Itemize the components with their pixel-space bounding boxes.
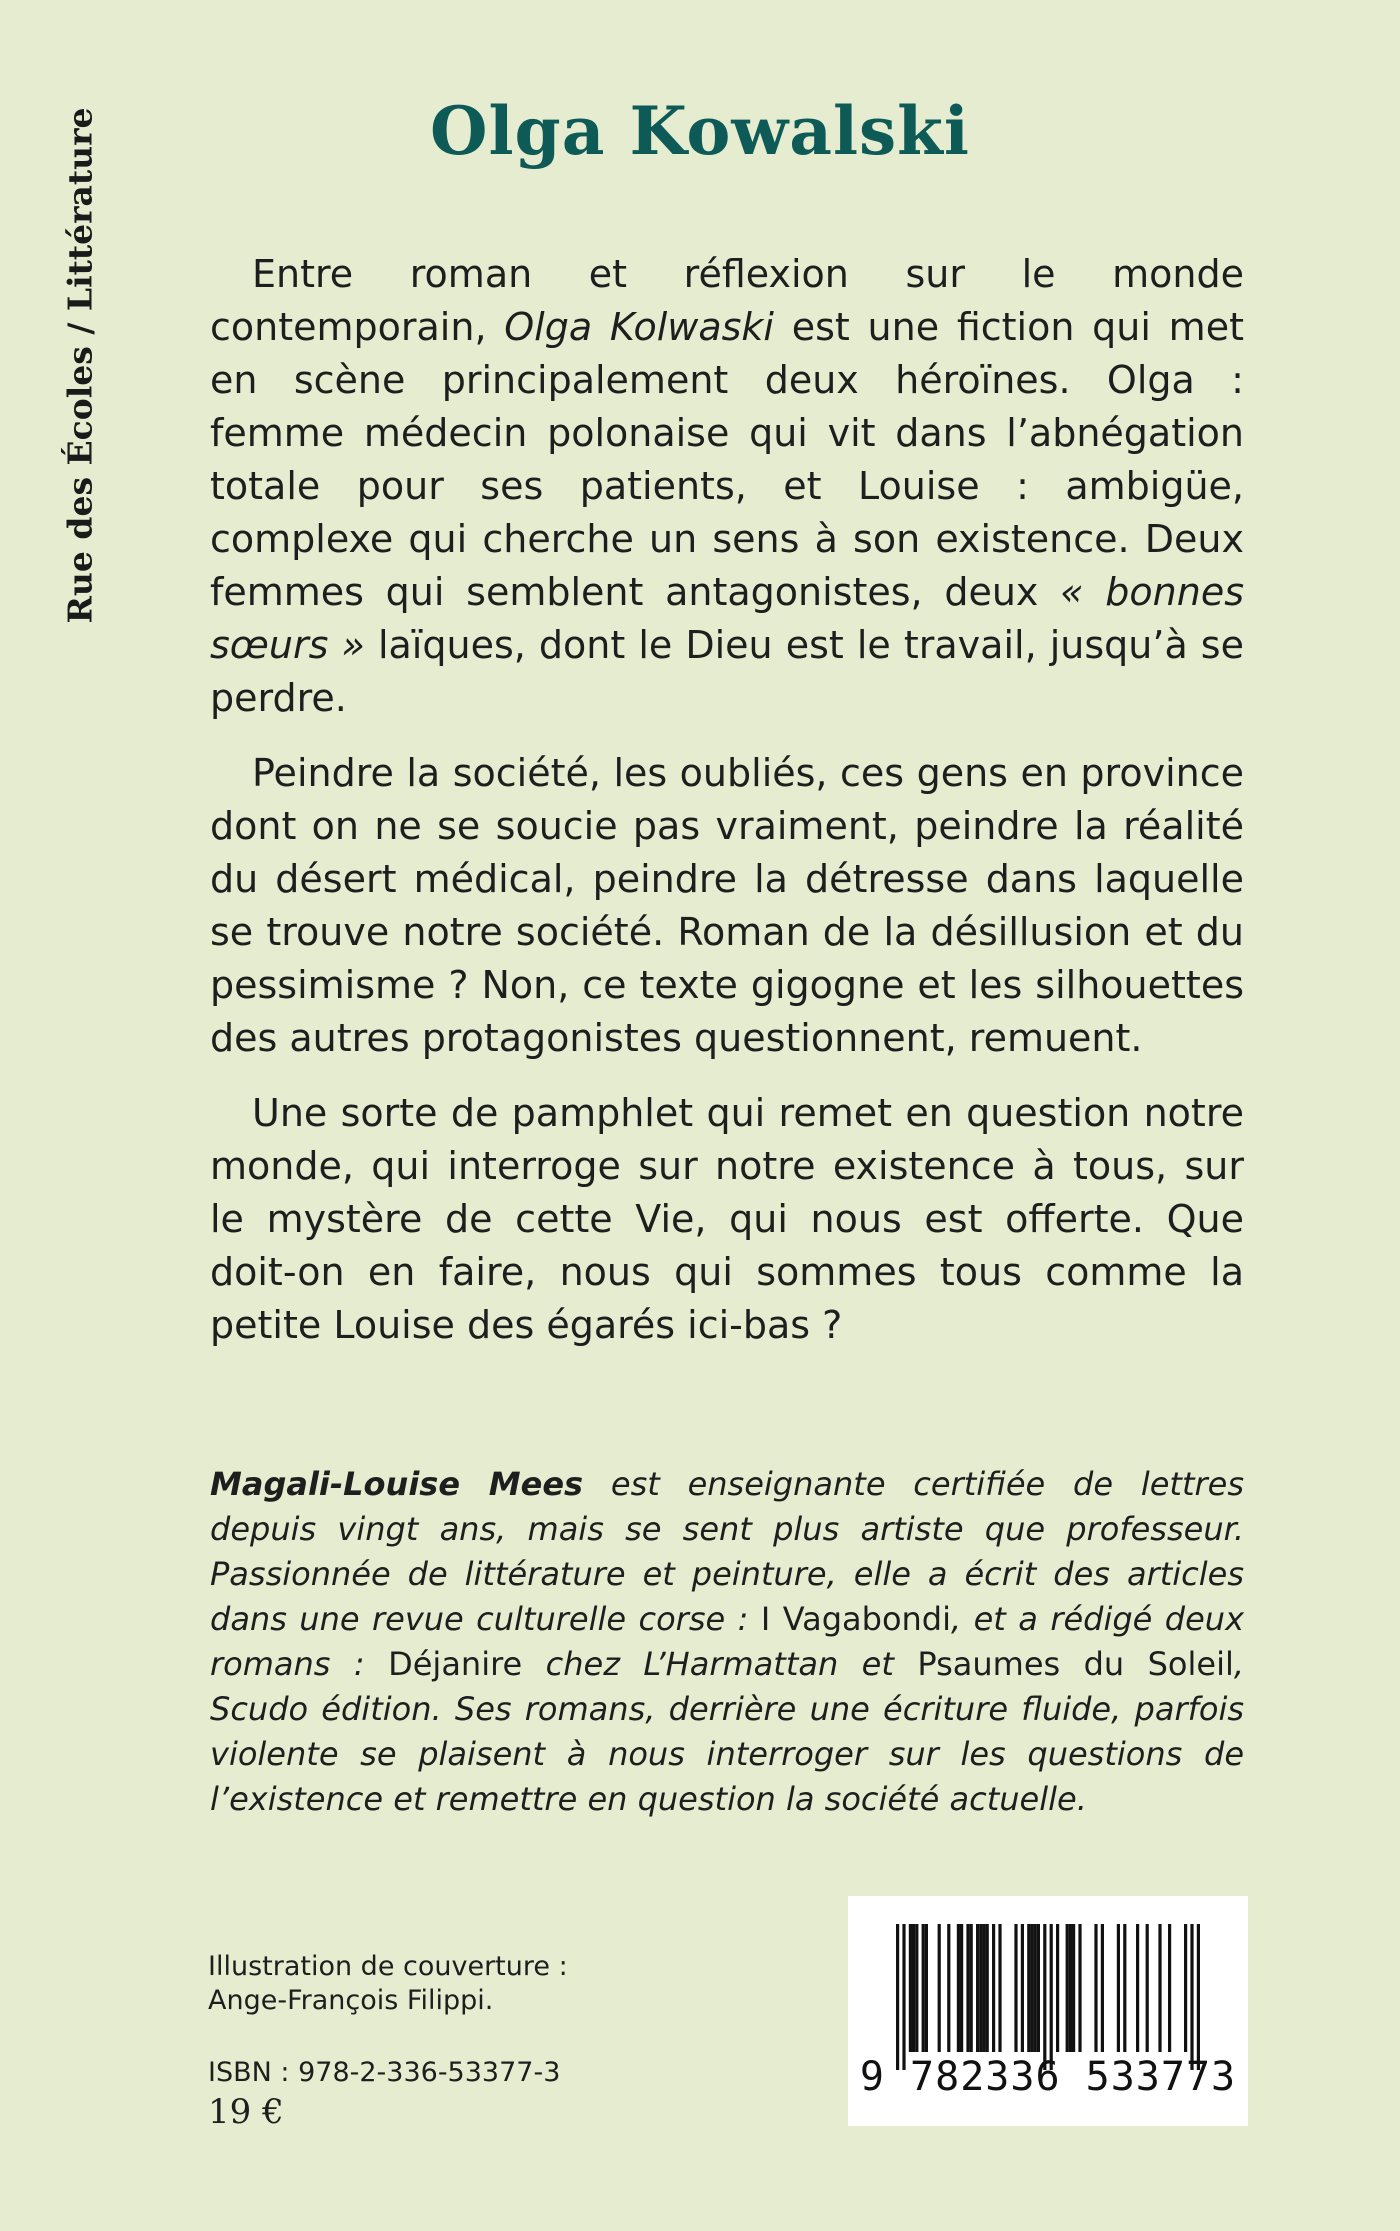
- journal-name: I Vagabondi: [760, 1600, 952, 1638]
- summary-paragraph-2: Peindre la société, les oubliés, ces gens en province dont on ne se soucie pas vraiment, peindre la réalité du désert médical, peindre la détresse dans laquelle se trouve notre société. Roman de la désillusion et du pessimisme ? Non, ce texte gigogne et les silhouettes des autres protagonistes questionnent, remuent.: [210, 751, 1244, 1060]
- summary: [210, 248, 1244, 1374]
- barcode-bar: [1056, 1924, 1059, 2052]
- barcode-bar: [979, 1924, 982, 2052]
- illustration-label: Illustration de couverture :: [208, 1951, 568, 1982]
- barcode-bar: [1117, 1924, 1120, 2052]
- barcode-bar: [1123, 1924, 1126, 2052]
- barcode-bar: [938, 1924, 941, 2052]
- spine-series: [50, 95, 110, 635]
- barcode-bar: [1030, 1924, 1033, 2052]
- barcode-bar: [970, 1924, 973, 2052]
- barcode-bar: [1072, 1924, 1075, 2052]
- barcode-bar: [1043, 1924, 1046, 2070]
- barcode-bar: [1037, 1924, 1040, 2052]
- barcode-bar: [902, 1924, 905, 2070]
- barcode-bar: [1014, 1924, 1017, 2052]
- barcode-bar: [976, 1924, 979, 2052]
- barcode-bar: [992, 1924, 995, 2052]
- barcode-bar: [915, 1924, 918, 2052]
- barcode-bar: [1197, 1924, 1200, 2070]
- price: 19 €: [208, 2092, 284, 2132]
- isbn: ISBN : 978-2-336-53377-3: [208, 2057, 561, 2088]
- credits: [208, 1950, 568, 2090]
- author-name: Magali-Louise Mees: [210, 1465, 584, 1503]
- barcode-bar: [1168, 1924, 1171, 2052]
- barcode-bar: [1066, 1924, 1069, 2052]
- novel-title-2: Psaumes du Soleil: [917, 1645, 1234, 1683]
- barcode-bar: [896, 1924, 899, 2070]
- barcode-bar: [1158, 1924, 1161, 2052]
- illustrator-name: Ange-François Filippi.: [208, 1985, 494, 2016]
- barcode-bar: [1078, 1924, 1081, 2052]
- novel-title-1: Déjanire: [388, 1645, 523, 1683]
- barcode-bar: [922, 1924, 925, 2052]
- barcode-bar: [1184, 1924, 1187, 2052]
- barcode-bar: [1021, 1924, 1024, 2052]
- barcode: [848, 1896, 1248, 2126]
- barcode-bar: [1136, 1924, 1139, 2052]
- barcode-bar: [1069, 1924, 1072, 2052]
- barcode-bar: [1094, 1924, 1097, 2052]
- book-title: Olga Kowalski: [429, 92, 970, 170]
- barcode-bar: [998, 1924, 1001, 2052]
- book-title-italic: Olga Kolwaski: [504, 305, 774, 349]
- barcode-bar: [986, 1924, 989, 2052]
- barcode-bar: [1146, 1924, 1149, 2052]
- barcode-bar: [947, 1924, 950, 2052]
- barcode-bar: [1101, 1924, 1104, 2052]
- quote-italic: « bonnes sœurs »: [210, 570, 1245, 667]
- summary-paragraph-1: Entre roman et réflexion sur le monde contemporain, Olga Kolwaski est une fiction qui met en scène principalement deux héroïnes. Olga : femme médecin polonaise qui vit dans l’abnégation totale pour ses patients, et Louise : ambigüe, complexe qui cherche un sens à son existence. Deux femmes qui semblent antagonistes, deux « bonnes sœurs » laïques, dont le Dieu est le travail, jusqu’à se perdre.: [210, 252, 1245, 720]
- barcode-bar: [925, 1924, 928, 2052]
- barcode-bar: [1034, 1924, 1037, 2052]
- barcode-bar: [982, 1924, 985, 2052]
- spine-label: Rue des Écoles / Littérature: [60, 106, 100, 624]
- barcode-digits: 9 782336 533773: [859, 2054, 1237, 2100]
- barcode-bar: [1050, 1924, 1053, 2070]
- summary-paragraph-3: Une sorte de pamphlet qui remet en question notre monde, qui interroge sur notre existence à tous, sur le mystère de cette Vie, qui nous est offerte. Que doit-on en faire, nous qui sommes tous comme la petite Louise des égarés ici-bas ?: [210, 1091, 1244, 1347]
- barcode-bar: [957, 1924, 960, 2052]
- barcode-bar: [1027, 1924, 1030, 2052]
- barcode-bar: [966, 1924, 969, 2052]
- author-bio: Magali-Louise Mees est enseignante certifiée de lettres depuis vingt ans, mais se sent plus artiste que professeur. Passionnée de littérature et peinture, elle a écrit des articles dans une revue culturelle corse : I Vagabondi, et a rédigé deux romans : Déjanire chez L’Harmattan et Psaumes du Soleil, Scudo édition. Ses romans, derrière une écriture fluide, parfois violente se plaisent à nous interroger sur les questions de l’existence et remettre en question la société actuelle.: [210, 1465, 1245, 1818]
- barcode-bar: [912, 1924, 915, 2052]
- barcode-bar: [909, 1924, 912, 2052]
- barcode-bar: [960, 1924, 963, 2052]
- barcode-bar: [1190, 1924, 1193, 2070]
